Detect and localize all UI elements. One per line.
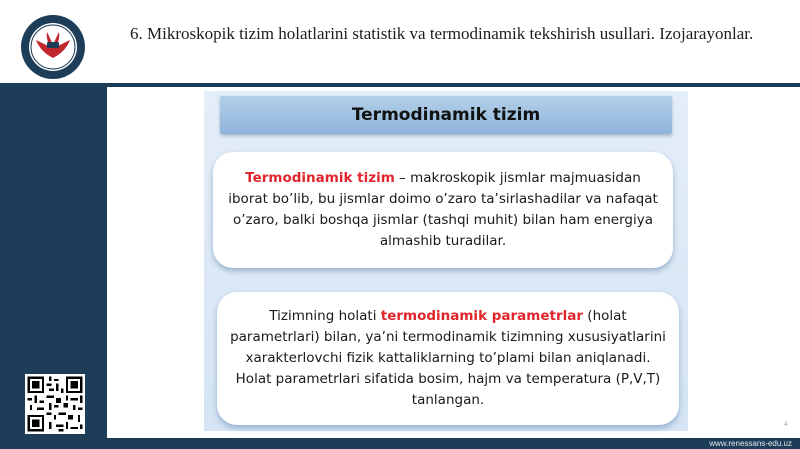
footer-bar <box>0 438 800 449</box>
slide-heading: Termodinamik tizim <box>351 105 541 125</box>
definition-body: – makroskopik jismlar majmuasidan iborat bo’lib, bu jismlar doimo o’zaro ta’sirlashadilar va nafaqat o’zaro, balki boshqa jismlar (tashqi muhit) bilan ham energiya almashib turadilar. <box>228 170 658 249</box>
page-title <box>130 24 780 44</box>
slide-page-number: 4 <box>784 422 788 428</box>
header-divider <box>0 83 800 87</box>
title-number: 6. <box>130 24 143 43</box>
term-highlight: Termodinamik tizim <box>245 170 395 186</box>
qr-code <box>25 374 85 434</box>
state-parameters-card <box>217 292 679 425</box>
qr-code-icon <box>25 374 85 434</box>
definition-card <box>213 152 673 268</box>
state-parameters-text <box>227 306 669 411</box>
state-text-after: (holat parametrlari) bilan, ya’ni termodinamik tizimning xususiyatlarini xarakterlovchi fizik kattaliklarning to’plami bilan aniqlanadi. Holat parametrlari sifatida bosim, hajm va temperatura (P,V,T) tanlangan. <box>230 308 666 408</box>
definition-text <box>227 168 659 252</box>
parameters-highlight: termodinamik parametrlar <box>380 308 584 324</box>
slide-heading-bar <box>220 96 672 134</box>
university-seal-icon <box>20 14 86 80</box>
state-text-before: Tizimning holati <box>269 308 381 324</box>
title-text: Mikroskopik tizim holatlarini statistik va termodinamik tekshirish usullari. Izojarayonlar. <box>147 24 754 43</box>
university-logo <box>20 14 86 80</box>
footer-url: www.renessans-edu.uz <box>709 439 792 448</box>
